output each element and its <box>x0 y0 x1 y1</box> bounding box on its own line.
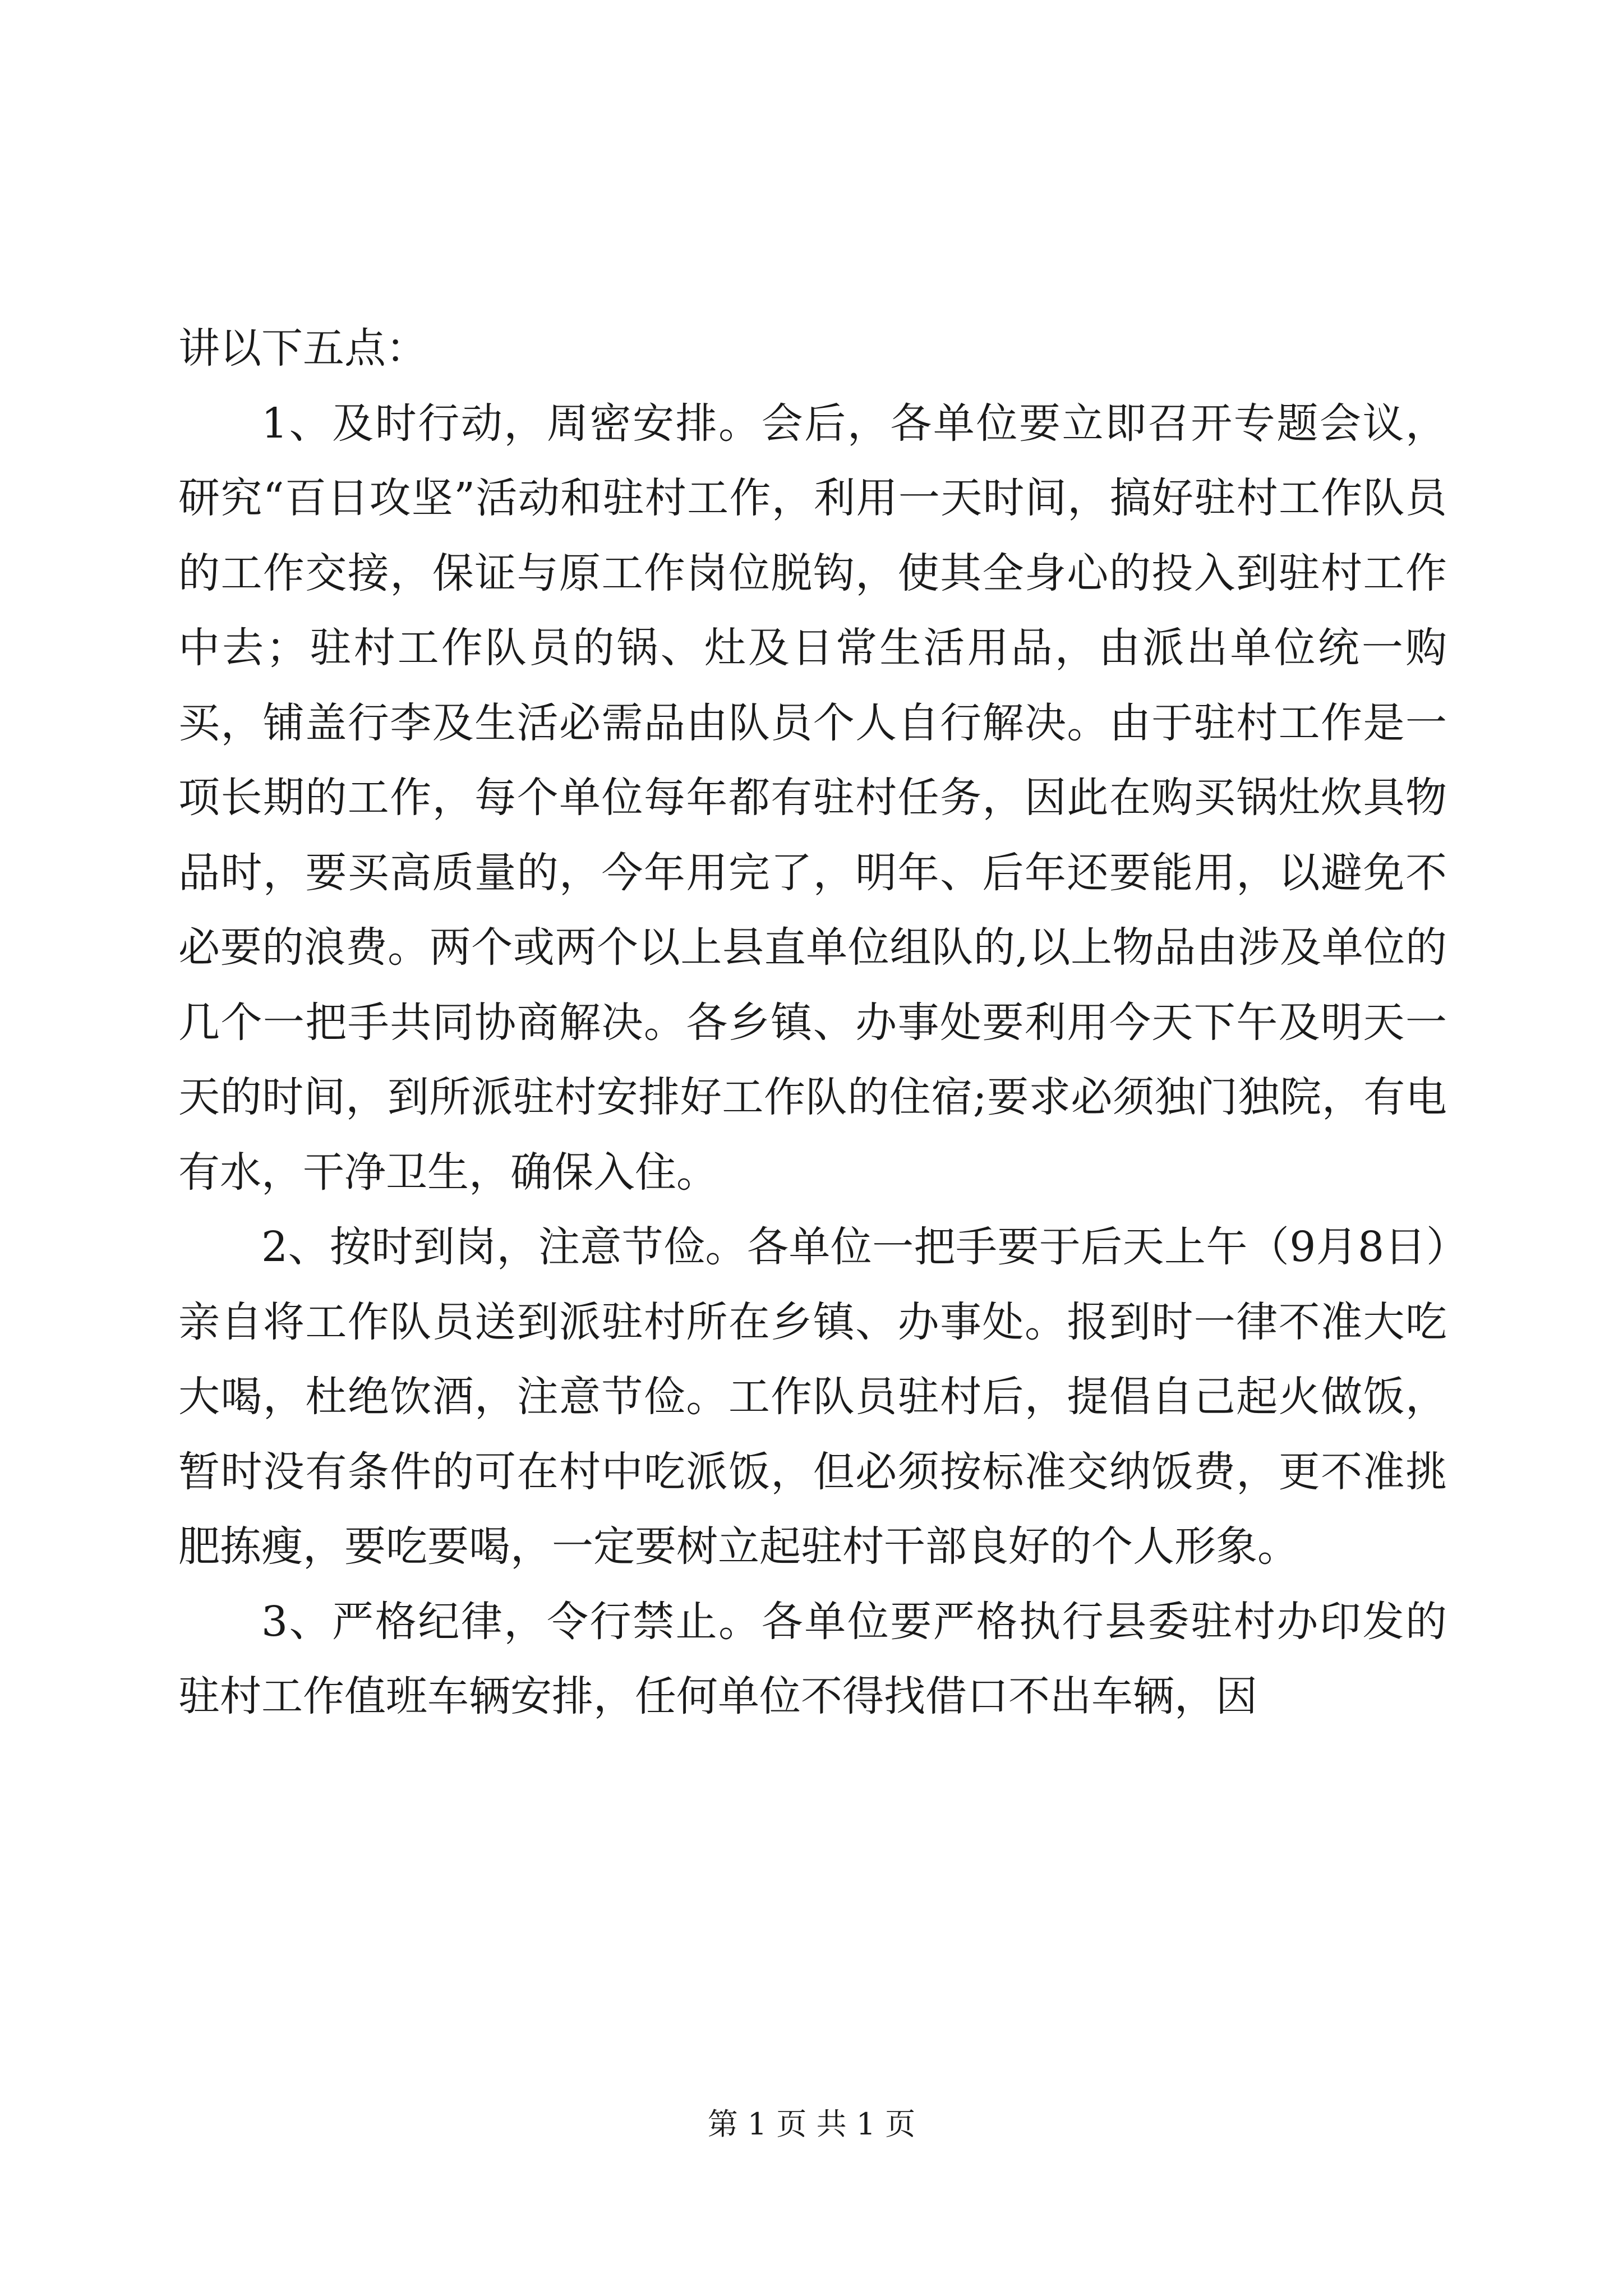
page-footer: 第 1 页 共 1 页 <box>707 2106 916 2142</box>
paragraph-intro: 讲以下五点： <box>178 324 427 372</box>
paragraph-point-3: 3、严格纪律，令行禁止。各单位要严格执行县委驻村办印发的驻村工作值班车辆安排，任何单位不得找借口不出车辆，因 <box>178 1597 1447 1720</box>
paragraph-point-1: 1、及时行动，周密安排。会后，各单位要立即召开专题会议，研究“百日攻坚”活动和驻村工作，利用一天时间，搞好驻村工作队员的工作交接，保证与原工作岗位脱钩，使其全身心的投入到驻村工作中去；驻村工作队员的锅、灶及日常生活用品，由派出单位统一购买，铺盖行李及生活必需品由队员个人自行解决。由于驻村工作是一项长期的工作，每个单位每年都有驻村任务，因此在购买锅灶炊具物品时，要买高质量的，今年用完了，明年、后年还要能用，以避免不必要的浪费。两个或两个以上县直单位组队的,以上物品由涉及单位的几个一把手共同协商解决。各乡镇、办事处要利用今天下午及明天一天的时间，到所派驻村安排好工作队的住宿;要求必须独门独院，有电有水，干净卫生，确保入住。 <box>178 399 1447 1197</box>
document-body <box>178 311 1447 1734</box>
paragraph-point-2: 2、按时到岗，注意节俭。各单位一把手要于后天上午（9月8日）亲自将工作队员送到派驻村所在乡镇、办事处。报到时一律不准大吃大喝，杜绝饮酒，注意节俭。工作队员驻村后，提倡自己起火做饭，暂时没有条件的可在村中吃派饭，但必须按标准交纳饭费，更不准挑肥拣瘦，要吃要喝，一定要树立起驻村干部良好的个人形象。 <box>178 1223 1447 1571</box>
